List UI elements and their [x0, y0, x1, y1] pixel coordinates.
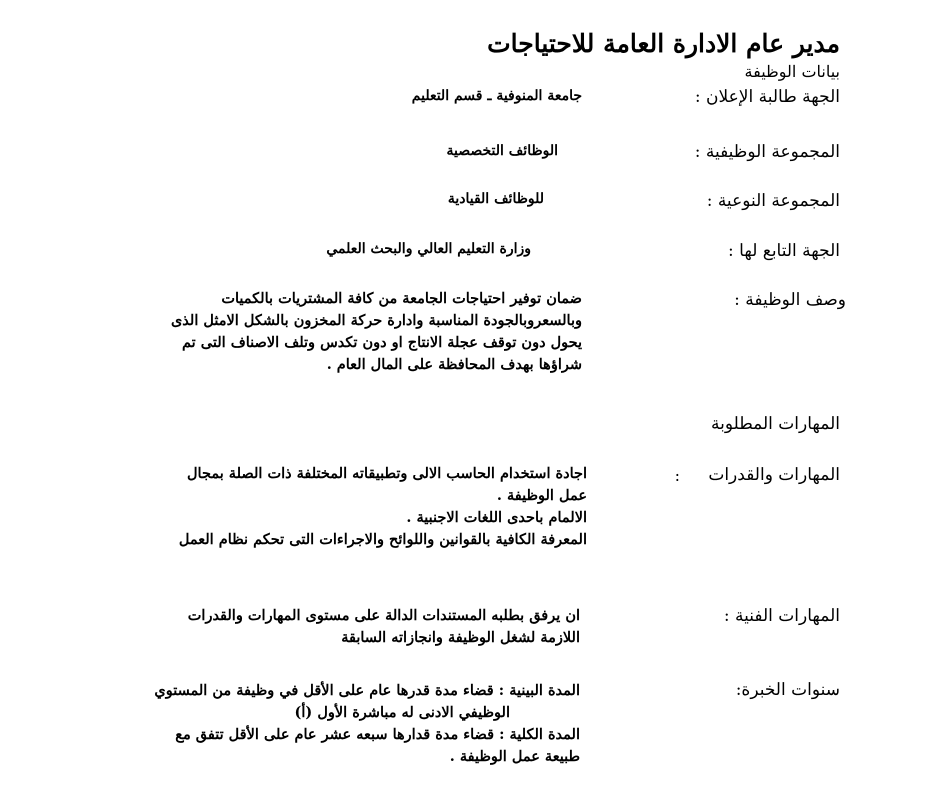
skills-colon: : [674, 466, 680, 485]
job-description-text [171, 288, 582, 376]
job-description-line: ضمان توفير احتياجات الجامعة من كافة المشتريات بالكميات [221, 290, 582, 307]
job-description-line: شراؤها بهدف المحافظة على المال العام . [326, 356, 582, 373]
qualitative-group-label: المجموعة النوعية : [706, 191, 840, 211]
affiliation-label: الجهة التابع لها : [728, 241, 840, 261]
job-group-label: المجموعة الوظيفية : [694, 142, 840, 162]
job-description-line: وبالسعروبالجودة المناسبة وادارة حركة المخزون بالشكل الامثل الذى [170, 312, 582, 329]
skills-label: المهارات والقدرات [708, 465, 840, 485]
document-title: مدير عام الادارة العامة للاحتياجات [487, 29, 840, 58]
skills-line: المعرفة الكافية بالقوانين واللوائح والاجراءات التى تحكم نظام العمل [178, 531, 587, 548]
technical-skills-line: ان يرفق بطلبه المستندات الدالة على مستوى المهارات والقدرات [187, 607, 580, 624]
experience-line: المدة البينية : قضاء مدة قدرها عام على الأقل في وظيفة من المستوي [154, 682, 580, 699]
technical-skills-line: اللازمة لشغل الوظيفة وانجازاته السابقة [341, 629, 580, 646]
skills-line: الالمام باحدى اللغات الاجنبية . [406, 509, 587, 526]
experience-label: سنوات الخبرة: [735, 680, 840, 700]
experience-line: طبيعة عمل الوظيفة . [449, 748, 580, 765]
affiliation-value: وزارة التعليم العالي والبحث العلمي [326, 241, 531, 257]
job-group-value: الوظائف التخصصية [446, 143, 558, 159]
advertiser-label: الجهة طالبة الإعلان : [694, 87, 840, 107]
job-description-line: يحول دون توقف عجلة الانتاج او دون تكدس وتلف الاصناف التى تم [182, 334, 582, 351]
advertiser-value: جامعة المنوفية ـ قسم التعليم [411, 88, 582, 104]
skills-line: اجادة استخدام الحاسب الالى وتطبيقاته المختلفة ذات الصلة بمجال [187, 465, 587, 482]
experience-text [154, 680, 580, 768]
qualitative-group-value: للوظائف القيادية [447, 191, 544, 207]
skills-line: عمل الوظيفة . [496, 487, 587, 504]
skills-heading: المهارات المطلوبة [710, 414, 840, 434]
technical-skills-label: المهارات الفنية : [723, 606, 840, 626]
job-description-label: وصف الوظيفة : [734, 290, 846, 310]
technical-skills-text [188, 605, 580, 649]
experience-line: المدة الكلية : قضاء مدة قدارها سبعه عشر عام على الأقل تتفق مع [175, 726, 580, 743]
experience-line: الوظيفي الادنى له مباشرة الأول (أ) [294, 704, 510, 721]
skills-text [179, 463, 587, 551]
section-subtitle: بيانات الوظيفة [744, 62, 840, 81]
